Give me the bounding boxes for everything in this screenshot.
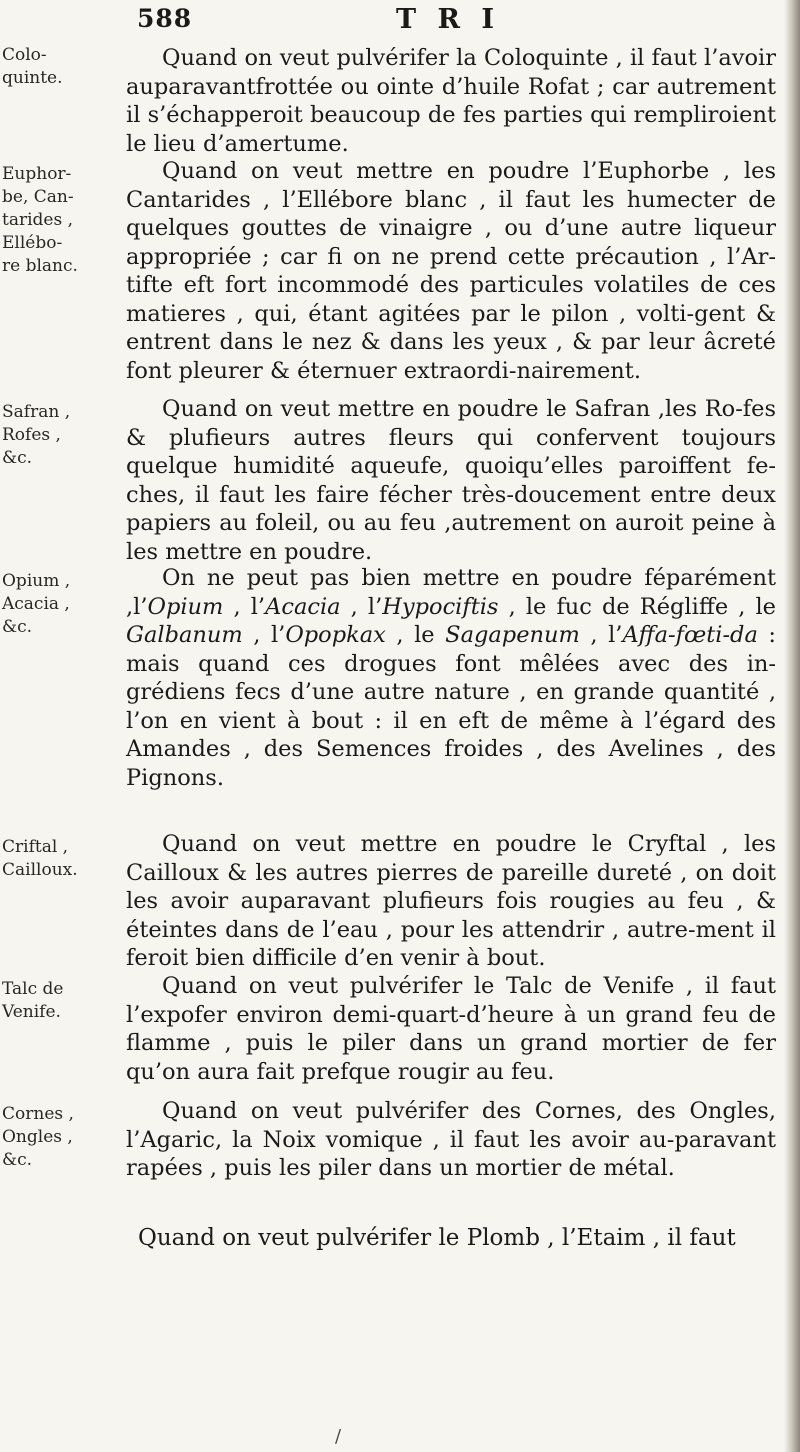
paragraph-euphorbe: Quand on veut mettre en poudre l’Euphorbe , les Cantarides , l’Ellébore blanc , il faut les humecter de quelques gouttes de vinaigre , ou d’une autre liqueur appropriée ; car fi on ne prend cette précaution , l’Ar-tifte eft fort incommodé des particules volatiles de ces matieres , qui, étant agitées par le pilon , volti-gent & entrent dans le nez & dans les yeux , & par leur âcreté font pleurer & éternuer extraordi-nairement. [126,158,776,384]
term-opoponax: Opopkax [285,622,386,648]
page-number: 588 [137,4,193,33]
margin-note-cornes: Cornes , Ongles , &c. [2,1104,74,1170]
margin-note-safran: Safran , Rofes , &c. [2,402,71,468]
paragraph-coloquinte: Quand on veut pulvérifer la Coloquinte , il faut l’avoir auparavantfrottée ou ointe d’huile Rofat ; car autrement il s’échapperoit beaucoup de fes parties qui rempliroient le lieu d’amertume. [126,45,776,157]
running-title: T R I [396,4,500,35]
paragraph-talc: Quand on veut pulvérifer le Talc de Venife , il faut l’expofer environ demi-quart-d’heure à un grand feu de flamme , puis le piler dans un grand mortier de fer qu’on aura fait prefque rougir au feu. [126,973,776,1085]
paragraph-plomb: Quand on veut pulvérifer le Plomb , l’Etaim , il faut [138,1225,736,1251]
term-galbanum: Galbanum [126,622,243,648]
paragraph-cornes: Quand on veut pulvérifer des Cornes, des Ongles, l’Agaric, la Noix vomique , il faut les avoir au-paravant rapées , puis les piler dans un mortier de métal. [126,1098,776,1181]
margin-note-euphorbe: Euphor- be, Can- tarides , Ellébo- re blanc. [2,164,78,276]
term-acacia: Acacia [265,593,341,620]
term-hypocistis: Hypociftis [382,593,499,620]
stray-mark: / [335,1426,342,1447]
paragraph-safran: Quand on veut mettre en poudre le Safran ,les Ro-fes & plufieurs autres fleurs qui confervent toujours quelque humidité aqueufe, quoiqu’elles paroiffent fe-ches, il faut les faire fécher très-doucement entre deux papiers au foleil, ou au feu ,autrement on auroit peine à les mettre en poudre. [126,396,776,565]
term-assafoetida: Affa-fœti-da [622,622,758,648]
paragraph-cristal: Quand on veut mettre en poudre le Cryftal , les Cailloux & les autres pierres de pareille dureté , on doit les avoir auparavant plufieurs fois rougies au feu , & éteintes dans de l’eau , pour les attendrir , autre-ment il feroit bien difficile d’en venir à bout. [126,831,776,971]
paragraph-opium: On ne peut pas bien mettre en poudre féparément ,l’Opium , l’Acacia , l’Hypociftis , le fuc de Régliffe , le Galbanum , l’Opopkax , le Sagapenum , l’Affa-fœti-da : mais quand ces drogues font mêlées avec des in-grédiens fecs d’une autre nature , en grande quantité , l’on en vient à bout : il en eft de même à l’égard des Amandes , des Semences froides , des Avelines , des Pignons. [126,565,777,791]
margin-note-coloquinte: Colo- quinte. [2,45,63,88]
margin-note-cristal: Criftal , Cailloux. [2,837,78,880]
margin-note-opium: Opium , Acacia , &c. [2,571,71,637]
term-opium: Opium [147,593,224,620]
running-head [0,4,800,44]
term-sagapenum: Sagapenum [445,622,580,648]
margin-note-talc: Talc de Venife. [2,979,64,1022]
